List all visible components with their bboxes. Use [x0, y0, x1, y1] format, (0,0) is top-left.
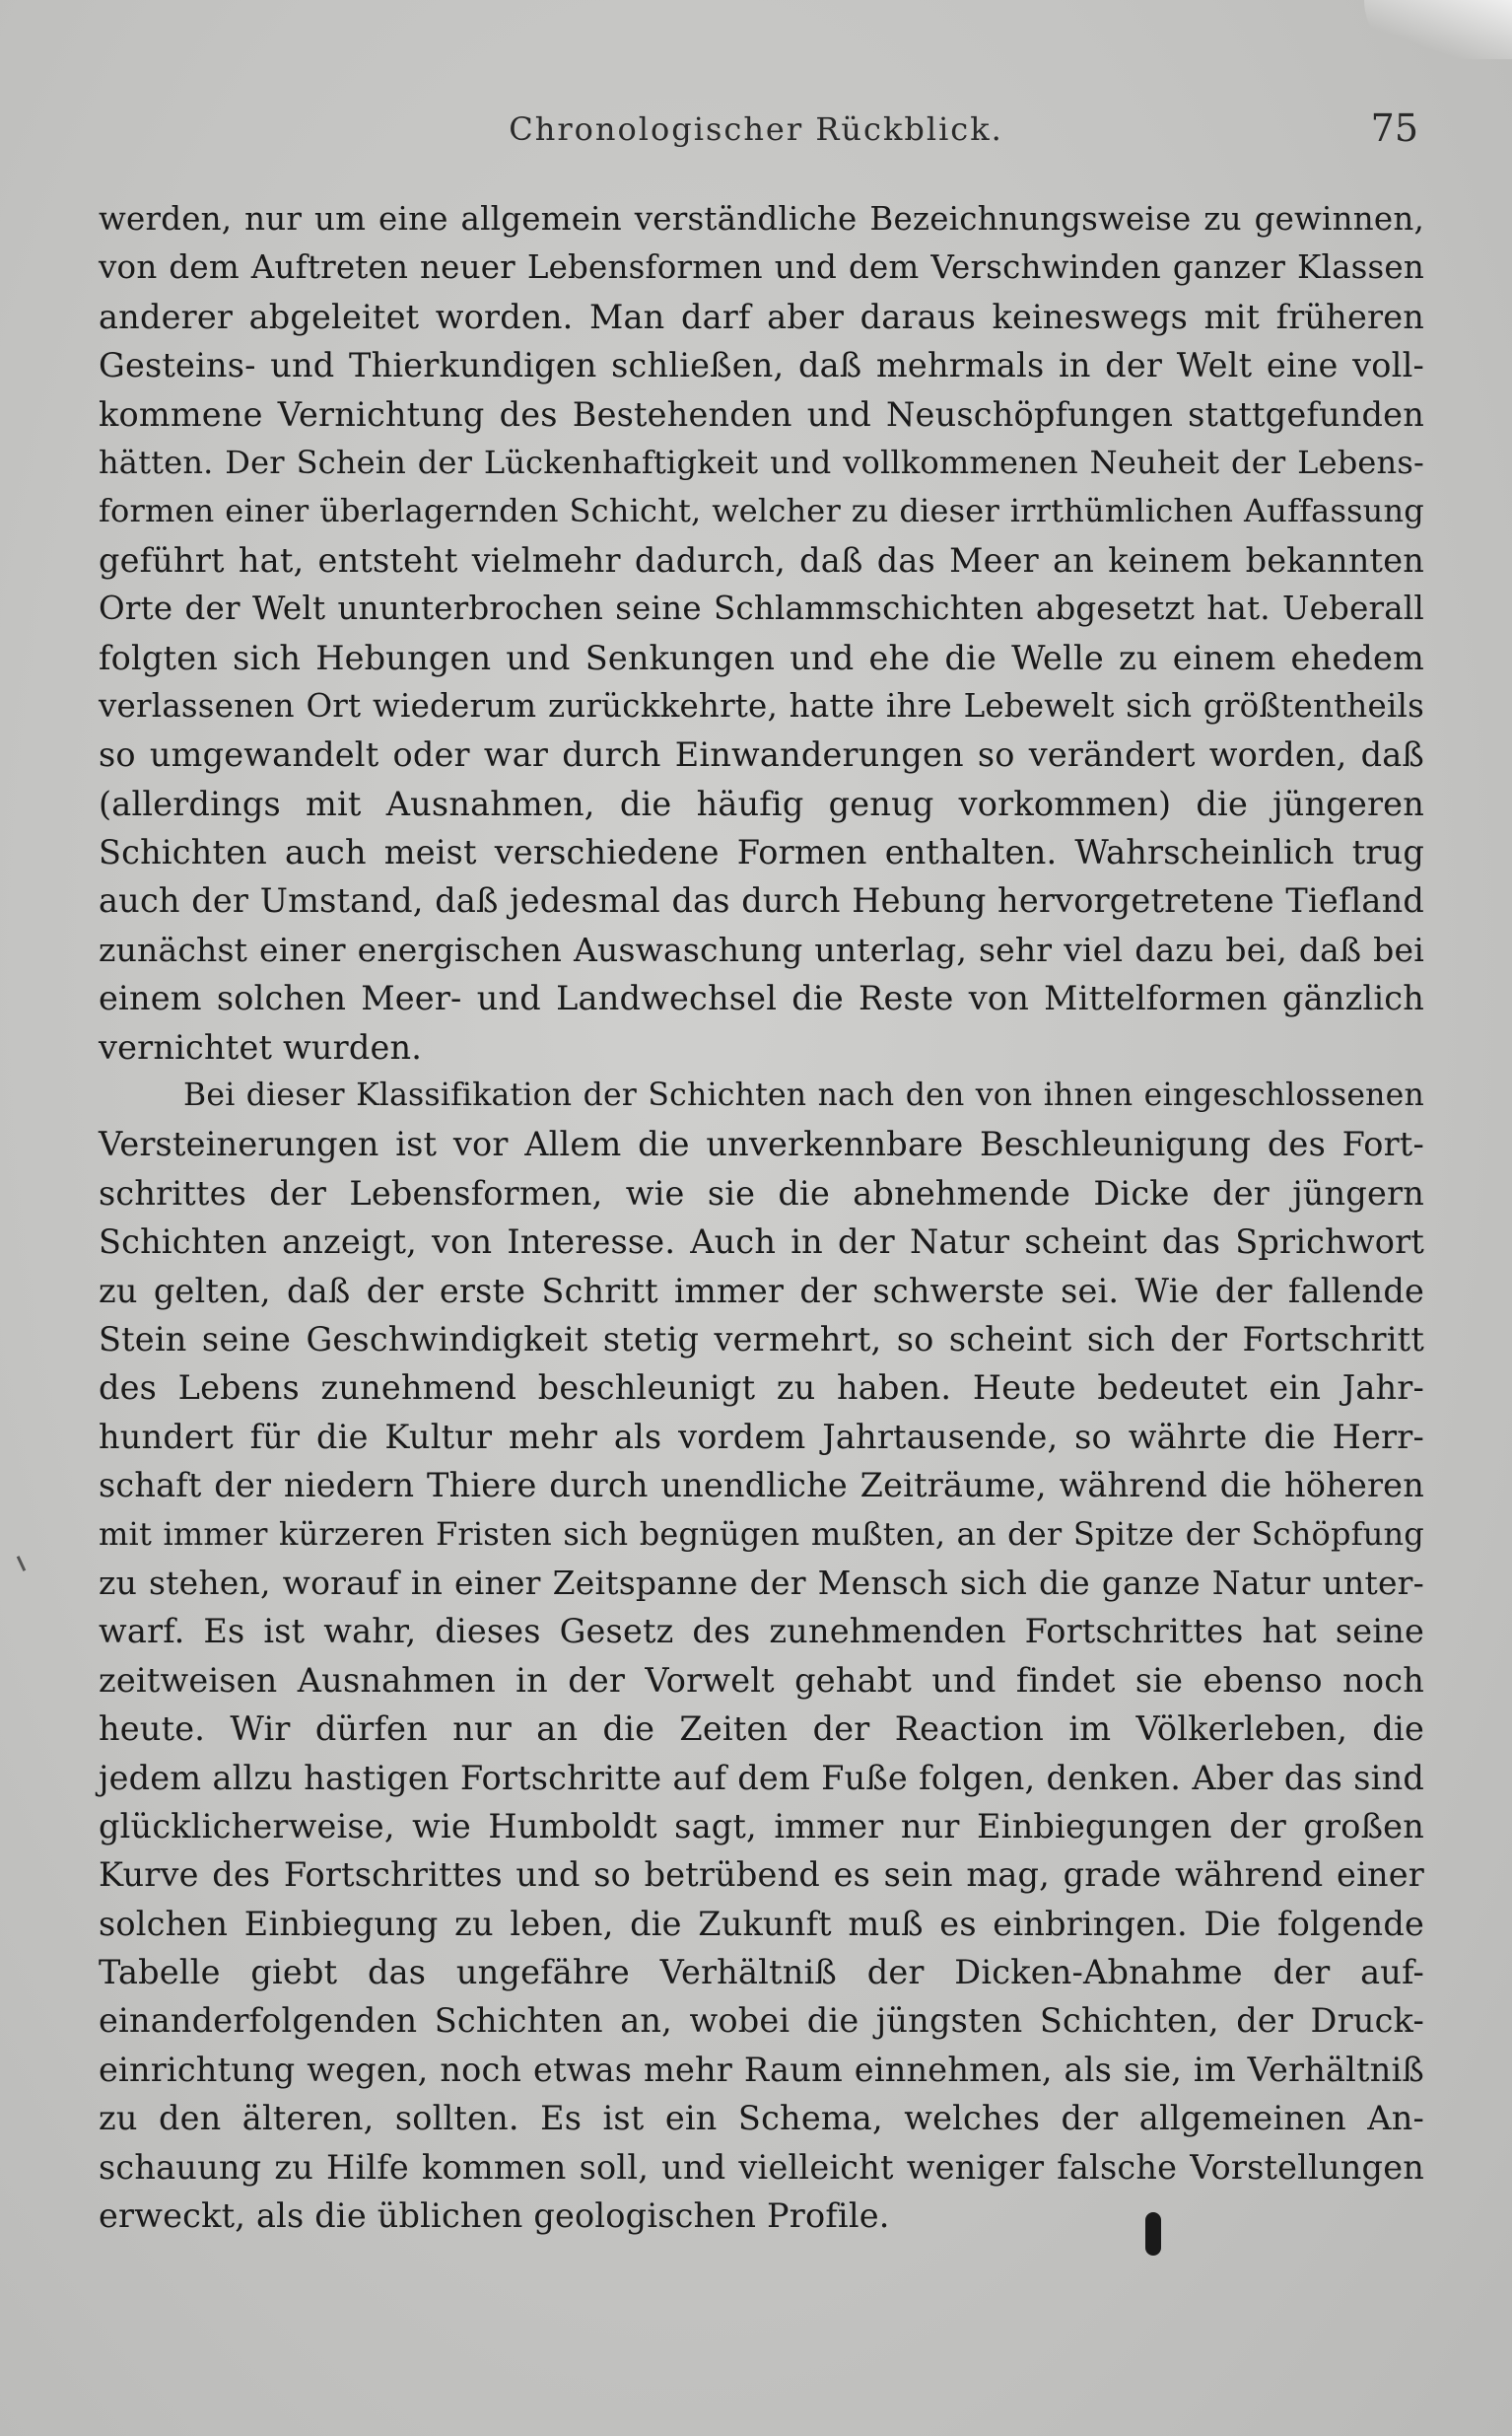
text-line: anderer abgeleitet worden. Man darf aber daraus keineswegs mit früheren: [99, 297, 1424, 336]
text-line: (allerdings mit Ausnahmen, die häufig genug vorkommen) die jüngeren: [99, 784, 1424, 823]
text-line: Kurve des Fortschrittes und so betrübend es sein mag, grade während einer: [99, 1855, 1424, 1895]
text-line: Orte der Welt ununterbrochen seine Schlammschichten abgesetzt hat. Ueberall: [99, 590, 1424, 628]
text-line: des Lebens zunehmend beschleunigt zu haben. Heute bedeutet ein Jahr-: [99, 1368, 1424, 1408]
page-corner-highlight: [1364, 0, 1512, 59]
text-line: einem solchen Meer- und Landwechsel die Reste von Mittelformen gänzlich: [99, 979, 1424, 1018]
text-line: auch der Umstand, daß jedesmal das durch Hebung hervorgetretene Tiefland: [99, 881, 1424, 921]
text-line: schaft der niedern Thiere durch unendliche Zeiträume, während die höheren: [99, 1466, 1424, 1505]
text-line: geführt hat, entsteht vielmehr dadurch, daß das Meer an keinem bekannten: [99, 540, 1424, 580]
page-number: 75: [1370, 106, 1418, 150]
margin-mark: [17, 1556, 26, 1571]
text-line: von dem Auftreten neuer Lebensformen und dem Verschwinden ganzer Klassen: [99, 248, 1424, 287]
text-line: Tabelle giebt das ungefähre Verhältniß der Dicken-Abnahme der auf-: [99, 1953, 1424, 1992]
text-line: einanderfolgenden Schichten an, wobei die jüngsten Schichten, der Druck-: [99, 2001, 1424, 2041]
text-line: formen einer überlagernden Schicht, welcher zu dieser irrthümlichen Auffassung: [99, 492, 1424, 530]
text-line: zunächst einer energischen Auswaschung unterlag, sehr viel dazu bei, daß bei: [99, 930, 1424, 969]
text-line: erweckt, als die üblichen geologischen Profile.: [99, 2196, 890, 2236]
text-line: zeitweisen Ausnahmen in der Vorwelt gehabt und findet sie ebenso noch: [99, 1660, 1424, 1700]
paragraph-2: [99, 1072, 1424, 2240]
text-line: Schichten anzeigt, von Interesse. Auch in der Natur scheint das Sprichwort: [99, 1222, 1424, 1262]
text-line: Gesteins- und Thierkundigen schließen, daß mehrmals in der Welt eine voll-: [99, 346, 1424, 385]
body-text: [99, 195, 1424, 2240]
text-line: so umgewandelt oder war durch Einwanderungen so verändert worden, daß: [99, 735, 1424, 775]
text-line: einrichtung wegen, noch etwas mehr Raum einnehmen, als sie, im Verhältniß: [99, 2050, 1424, 2089]
paragraph-1: [99, 195, 1424, 1072]
text-line: folgten sich Hebungen und Senkungen und ehe die Welle zu einem ehedem: [99, 638, 1424, 677]
text-line: jedem allzu hastigen Fortschritte auf dem Fuße folgen, denken. Aber das sind: [99, 1758, 1424, 1797]
text-line: heute. Wir dürfen nur an die Zeiten der Reaction im Völkerleben, die: [99, 1709, 1424, 1749]
text-line: schauung zu Hilfe kommen soll, und vielleicht weniger falsche Vorstellungen: [99, 2147, 1424, 2187]
text-line: vernichtet wurden.: [99, 1027, 423, 1067]
text-line: warf. Es ist wahr, dieses Gesetz des zunehmenden Fortschrittes hat seine: [99, 1612, 1424, 1651]
text-line: mit immer kürzeren Fristen sich begnügen mußten, an der Spitze der Schöpfung: [99, 1514, 1424, 1553]
text-line: solchen Einbiegung zu leben, die Zukunft muß es einbringen. Die folgende: [99, 1904, 1424, 1943]
text-line: werden, nur um eine allgemein verständliche Bezeichnungsweise zu gewinnen,: [99, 200, 1424, 238]
text-line: zu den älteren, sollten. Es ist ein Schema, welches der allgemeinen An-: [99, 2099, 1424, 2138]
text-line: zu gelten, daß der erste Schritt immer der schwerste sei. Wie der fallende: [99, 1271, 1424, 1310]
running-header: Chronologischer Rückblick.: [509, 110, 1003, 148]
text-line: kommene Vernichtung des Bestehenden und Neuschöpfungen stattgefunden: [99, 394, 1424, 434]
text-line: Schichten auch meist verschiedene Formen enthalten. Wahrscheinlich trug: [99, 833, 1424, 872]
text-line: schrittes der Lebensformen, wie sie die abnehmende Dicke der jüngern: [99, 1173, 1424, 1213]
text-line: zu stehen, worauf in einer Zeitspanne der Mensch sich die ganze Natur unter-: [99, 1563, 1424, 1602]
text-line: Stein seine Geschwindigkeit stetig vermehrt, so scheint sich der Fortschritt: [99, 1319, 1424, 1358]
text-line: hätten. Der Schein der Lückenhaftigkeit und vollkommenen Neuheit der Lebens-: [99, 443, 1424, 481]
text-line: Versteinerungen ist vor Allem die unverkennbare Beschleunigung des Fort-: [99, 1125, 1424, 1164]
text-line: hundert für die Kultur mehr als vordem Jahrtausende, so währte die Herr-: [99, 1417, 1424, 1456]
ink-blot: [1145, 2212, 1161, 2256]
text-line: glücklicherweise, wie Humboldt sagt, immer nur Einbiegungen der großen: [99, 1806, 1424, 1845]
text-line: verlassenen Ort wiederum zurückkehrte, hatte ihre Lebewelt sich größtentheils: [99, 686, 1424, 725]
text-line: Bei dieser Klassifikation der Schichten nach den von ihnen eingeschlossenen: [183, 1078, 1424, 1114]
